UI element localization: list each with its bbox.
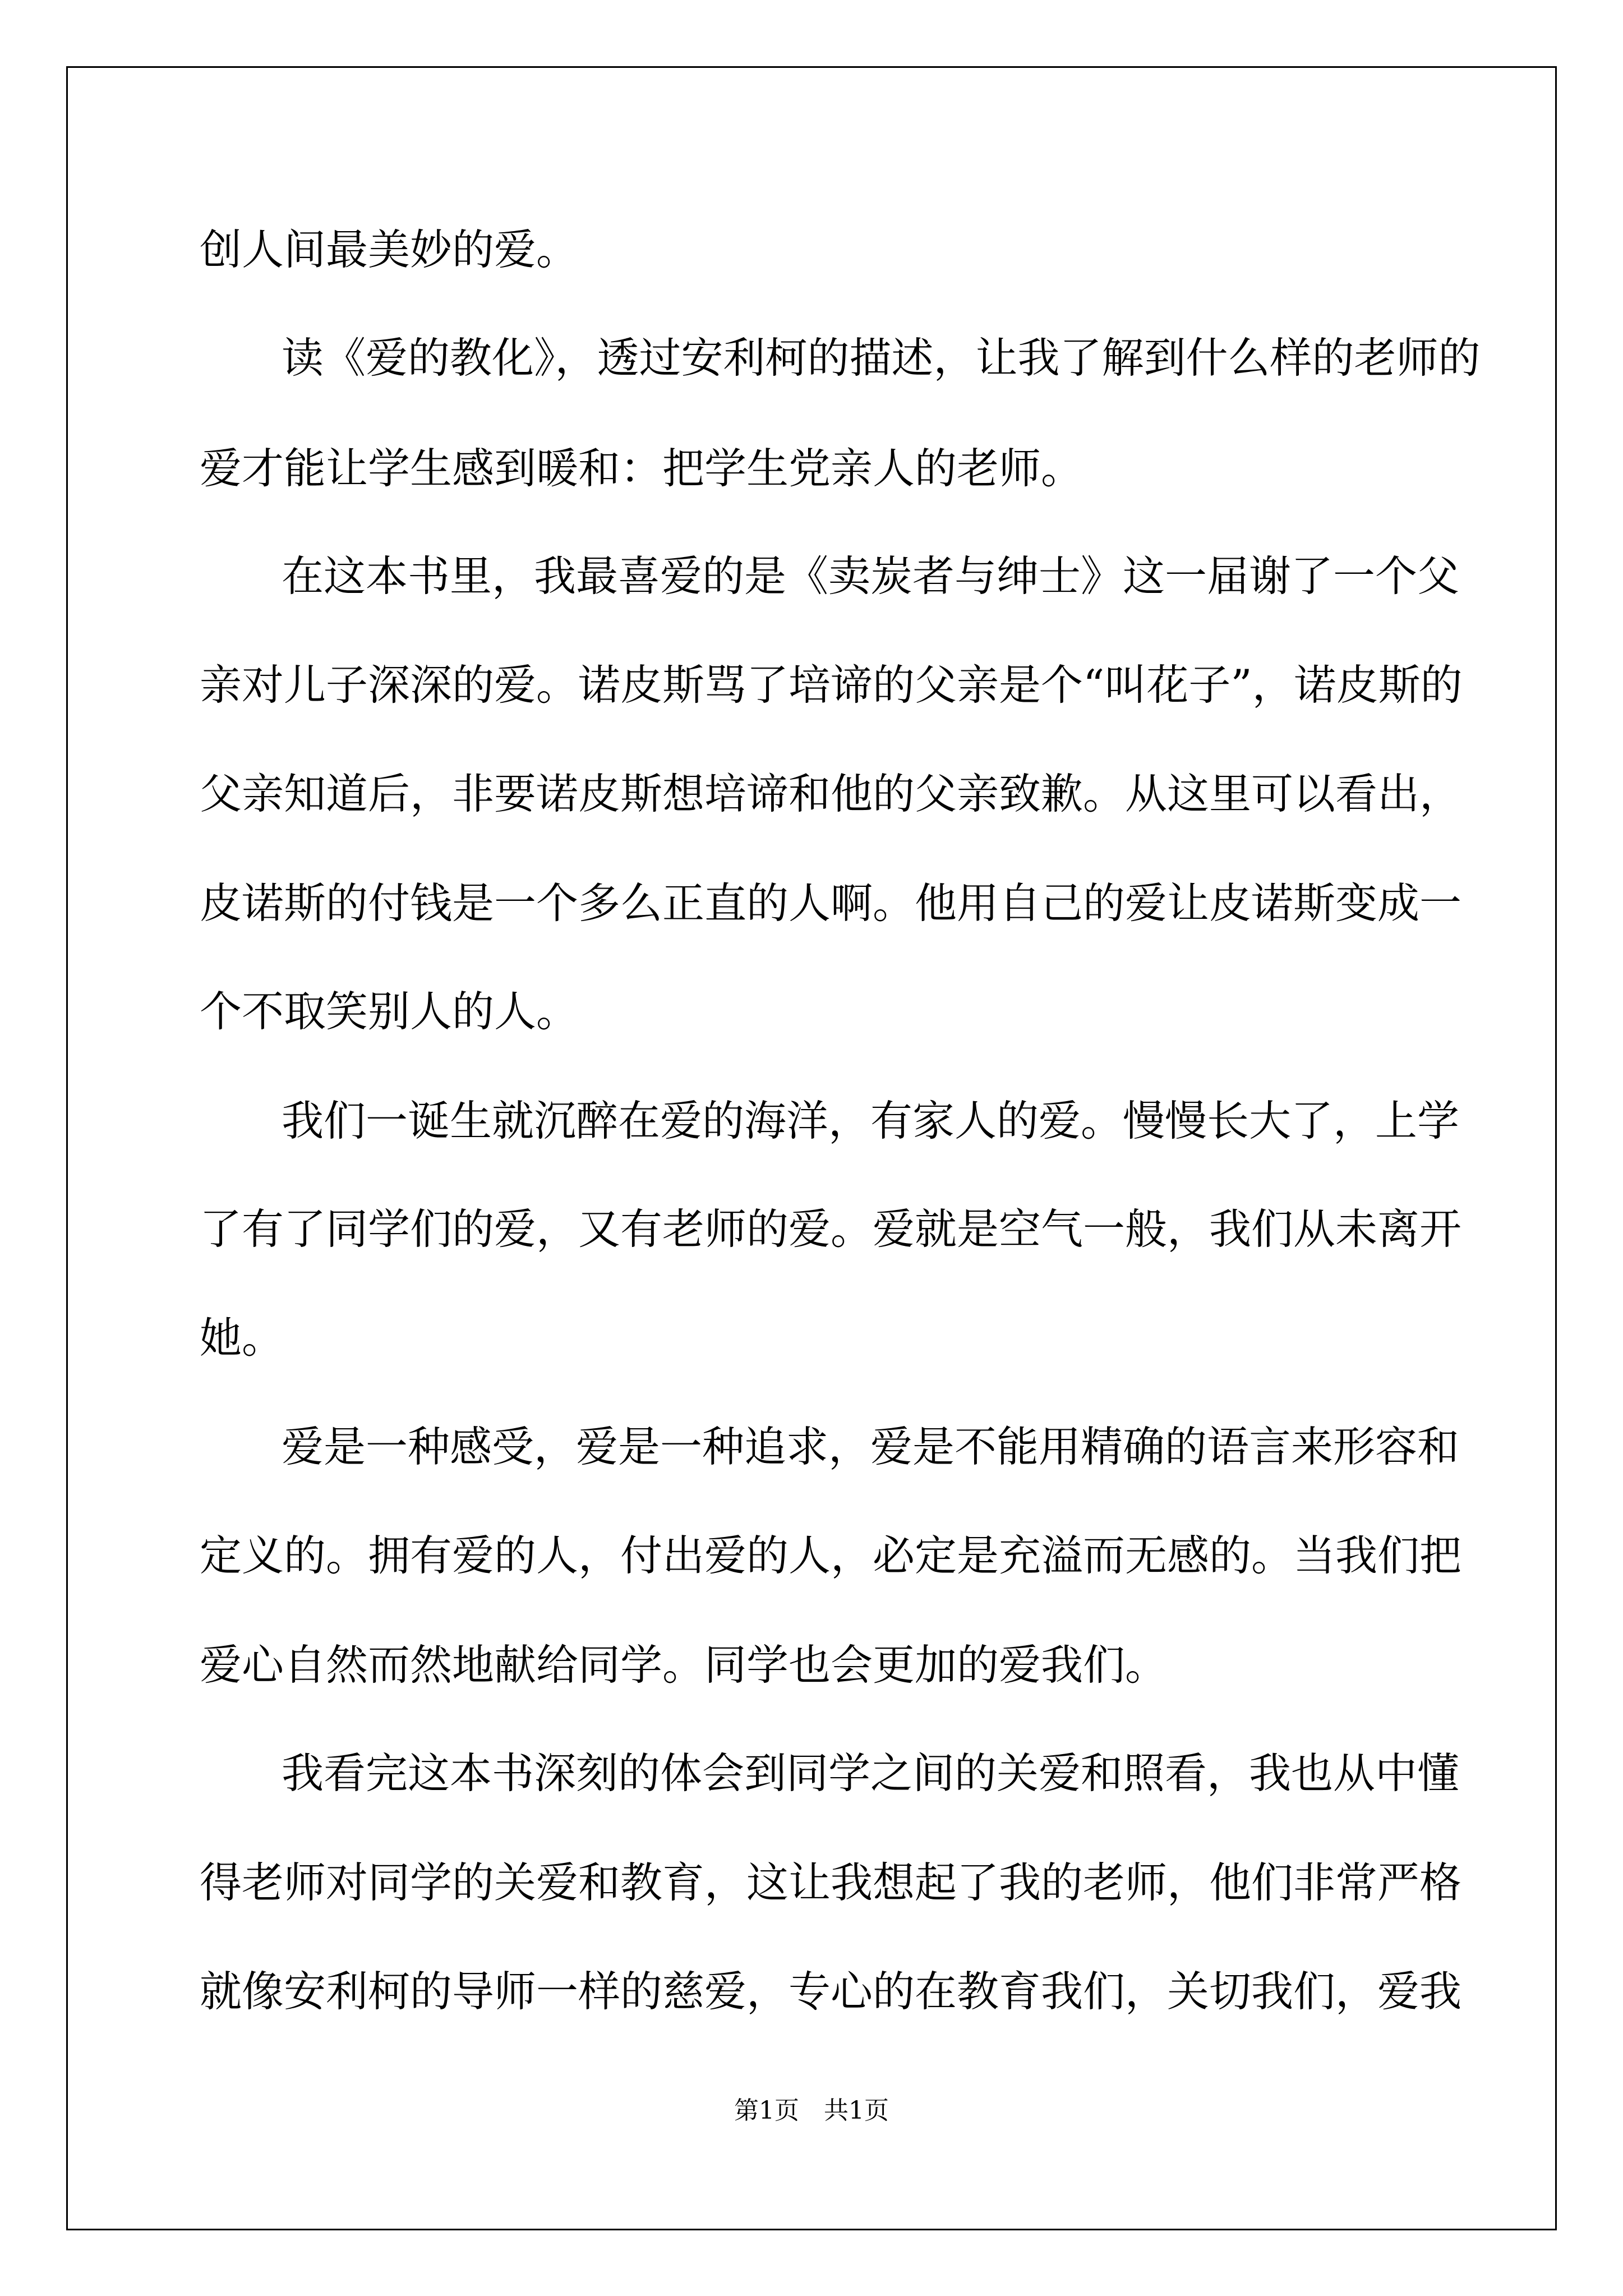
text-line: 我们一诞生就沉醉在爱的海洋，有家人的爱。慢慢长大了，上学 xyxy=(282,1096,1460,1145)
text-line: 爱才能让学生感到暖和：把学生党亲人的老师。 xyxy=(200,444,1083,493)
text-line: 她。 xyxy=(200,1313,284,1363)
text-line: 爱心自然而然地献给同学。同学也会更加的爱我们。 xyxy=(200,1640,1168,1690)
text-line: 我看完这本书深刻的体会到同学之间的关爱和照看，我也从中懂 xyxy=(282,1749,1460,1798)
text-line: 了有了同学们的爱，又有老师的爱。爱就是空气一般，我们从未离开 xyxy=(200,1204,1462,1254)
text-line: 父亲知道后，非要诺皮斯想培谛和他的父亲致歉。从这里可以看出， xyxy=(200,769,1462,818)
text-line: 读《爱的教化》，透过安利柯的描述，让我了解到什么样的老师的 xyxy=(282,333,1481,383)
text-line: 就像安利柯的导师一样的慈爱，专心的在教育我们，关切我们，爱我 xyxy=(200,1967,1462,2016)
text-line: 爱是一种感受，爱是一种追求，爱是不能用精确的语言来形容和 xyxy=(282,1422,1460,1471)
text-line: 皮诺斯的付钱是一个多么正直的人啊。他用自己的爱让皮诺斯变成一 xyxy=(200,878,1462,928)
text-line: 定义的。拥有爱的人，付出爱的人，必定是充溢而无感的。当我们把 xyxy=(200,1531,1462,1580)
text-line: 在这本书里，我最喜爱的是《卖炭者与绅士》这一届谢了一个父 xyxy=(282,551,1460,601)
text-line: 得老师对同学的关爱和教育，这让我想起了我的老师，他们非常严格 xyxy=(200,1858,1462,1907)
text-line: 创人间最美妙的爱。 xyxy=(200,225,579,274)
text-line: 个不取笑别人的人。 xyxy=(200,987,579,1036)
text-line: 亲对儿子深深的爱。诺皮斯骂了培谛的父亲是个“叫花子”，诺皮斯的 xyxy=(200,660,1463,710)
page-number-footer: 第1页 共1页 xyxy=(734,2096,889,2125)
